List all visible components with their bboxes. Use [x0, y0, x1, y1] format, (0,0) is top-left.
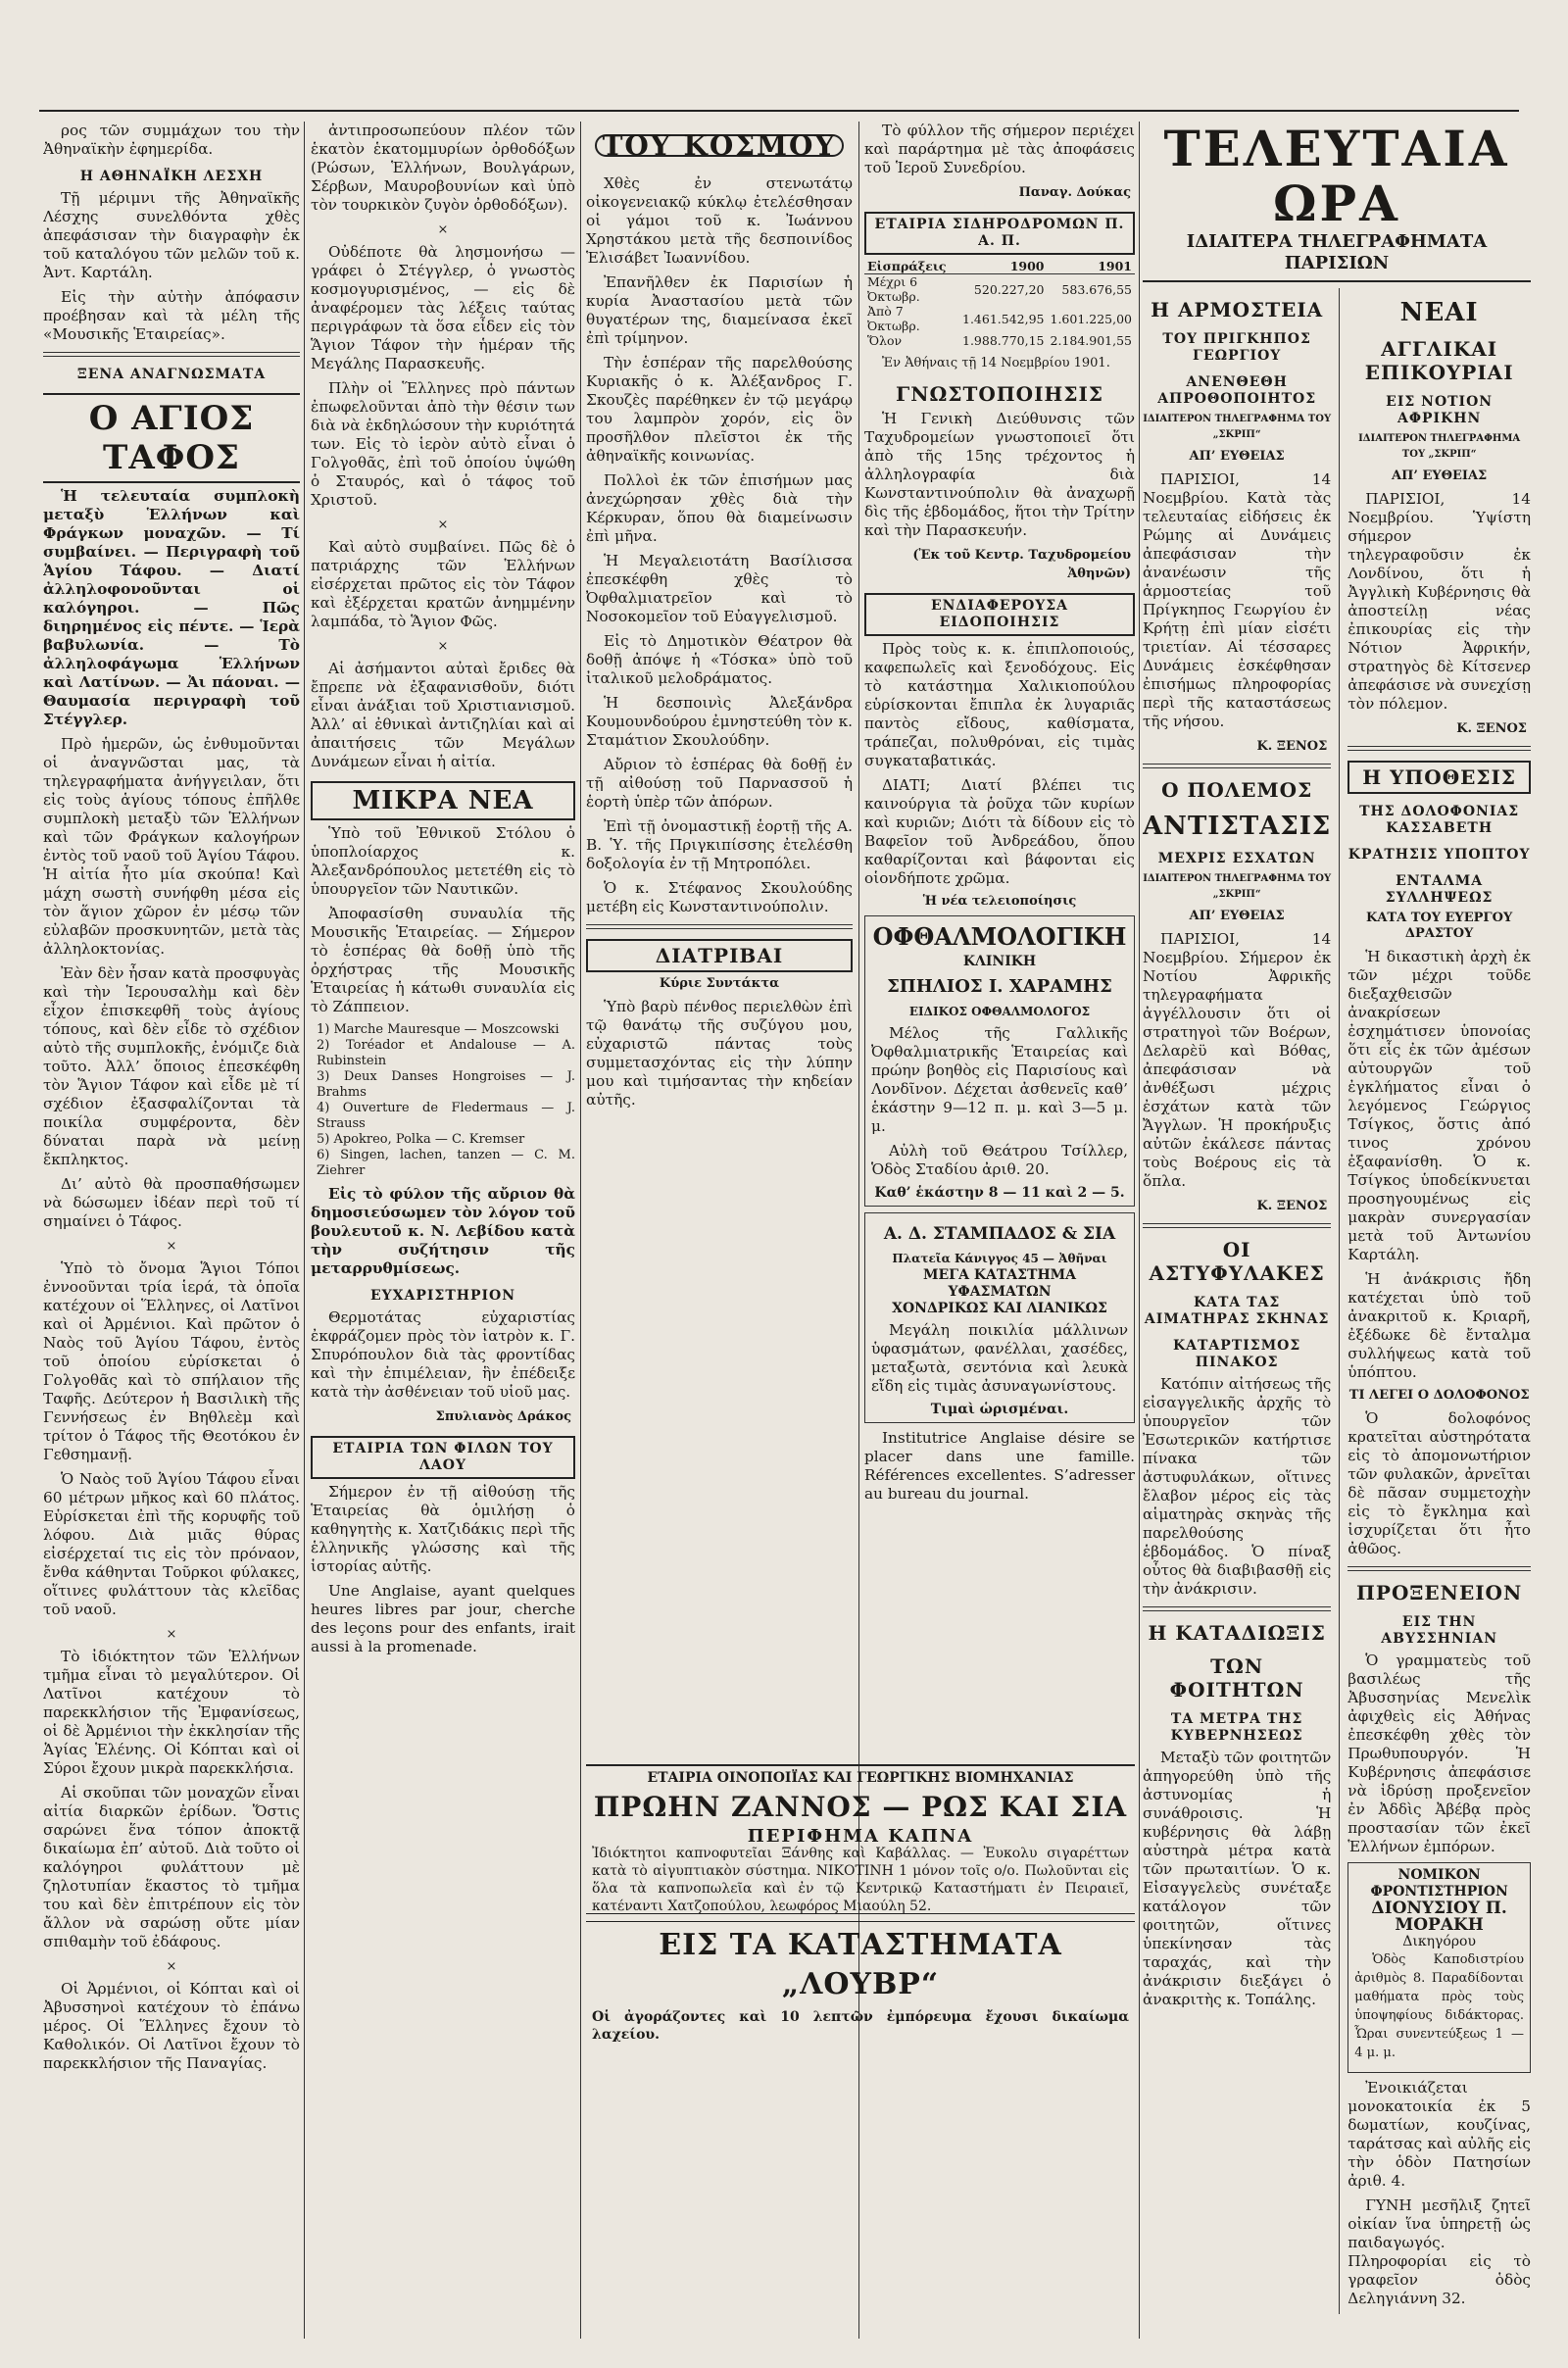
separator-mark: × — [166, 1239, 177, 1254]
ad-line: ΜΕΓΑ ΚΑΤΑΣΤΗΜΑ ΥΦΑΣΜΑΤΩΝ — [922, 1267, 1077, 1300]
section-heading: ΜΙΚΡΑ ΝΕΑ — [311, 781, 575, 820]
telegram-heading: ΑΝΕΝΘΕΘΗ ΑΠΡΟΘΟΠΟΙΗΤΟΣ — [1157, 374, 1317, 407]
paragraph: Αἱ σκοῦπαι τῶν μοναχῶν εἶναι αἰτία διαρκῶν ἐρίδων. Ὅστις σαρώνει ἕνα τόπον ἀποκτᾷ δικαίωμα ἐπ’ αὐτοῦ. Διὰ τοῦτο οἱ καλόγηροι φυλάττουν μὲ ζηλοτυπίαν ἕκαστος τὸ τμῆμα του καὶ δὲν ἐπιτρέπουν εἰς τὸν ἄλλον νὰ σαρώσῃ οὔτε μίαν σπιθαμὴν τοῦ ἐδάφους. — [43, 1784, 300, 1950]
paragraph: Ἡ Γενικὴ Διεύθυνσις τῶν Ταχυδρομείων γνωστοποιεῖ ὅτι ἀπὸ τῆς 15ης τρέχοντος ἡ ἀλληλογραφία διὰ Κωνσταντινούπολιν θὰ ἀναχωρῇ δὶς τῆς ἑβδομάδος, ἥτοι τὴν Τρίτην καὶ τὴν Παρασκευήν. — [864, 410, 1135, 539]
double-rule — [1143, 764, 1331, 768]
telegram-column-right — [1348, 288, 1531, 2314]
telegram-heading: Η ΚΑΤΑΔΙΩΞΙΣ — [1148, 1621, 1326, 1645]
telegram-heading: ΚΡΑΤΗΣΙΣ ΥΠΟΠΤΟΥ — [1348, 847, 1531, 863]
column-1 — [43, 122, 300, 2339]
textile-ad — [864, 1212, 1135, 1423]
separator-mark: × — [166, 1627, 177, 1642]
paragraph: Ὁ γραμματεὺς τοῦ βασιλέως τῆς Ἀβυσσηνίας Μενελὶκ ἀφιχθεὶς εἰς Ἀθήνας ἐπεσκέφθη χθὲς τὸν Πρωθυπουργόν. Ἡ Κυβέρνησις ἀπεφάσισε νὰ ἱδρύσῃ προξενεῖον ἐν Ἀδδὶς Ἀβέβᾳ πρὸς προστασίαν τῶν ἐκεῖ Ἑλλήνων ἐμπόρων. — [1348, 1652, 1531, 1855]
ad-title: ΕΙΣ ΤΑ ΚΑΤΑΣΤΗΜΑΤΑ „ΛΟΥΒΡ“ — [659, 1928, 1062, 2001]
paragraph: Αἱ ἀσήμαντοι αὐταὶ ἔριδες θὰ ἔπρεπε νὰ ἐξαφανισθοῦν, διότι εἶναι ἀνάξιαι τοῦ Χριστιανισμοῦ. Ἀλλ’ αἱ ἐθνικαὶ ἀντιζηλίαι καὶ αἱ ἀπαιτήσεις τῶν Μεγάλων Δυνάμεων εἶναι ἡ αἰτία. — [311, 660, 575, 770]
paragraph: Ἡ ἀνάκρισις ἤδη κατέχεται ὑπὸ τοῦ ἀνακριτοῦ κ. Κριαρῆ, ἐξέδωκε δὲ ἔνταλμα συλλήψεως κατὰ τοῦ ὑπόπτου. — [1348, 1270, 1531, 1381]
paragraph: ΔΙΑΤΙ; Διατί βλέπει τις καινούργια τὰ ῥοῦχα τῶν κυρίων καὶ κυριῶν; Διότι τὰ δίδουν εἰς τὸ Βαφεῖον τοῦ Ἀνδρεάδου, ὅπου καθαρίζονται καὶ βάφονται εἰς οἱονδήποτε χρῶμα. — [864, 776, 1135, 887]
telegram-heading: ΤΟΥ ΠΡΙΓΚΗΠΟΣ ΓΕΩΡΓΙΟΥ — [1162, 331, 1311, 364]
ad-line: ΕΙΔΙΚΟΣ ΟΦΘΑΛΜΟΛΟΓΟΣ — [908, 1005, 1091, 1018]
table-cell: 1.461.542,95 — [962, 311, 1045, 326]
french-ad: Institutrice Anglaise désire se placer dans une famille. Références excellentes. S’adresser au bureau du journal. — [864, 1429, 1135, 1503]
article-summary: Ἡ τελευταία συμπλοκὴ μεταξὺ Ἑλλήνων καὶ Φράγκων μοναχῶν. — Τί συμβαίνει. — Περιγραφὴ τοῦ Ἁγίου Τάφου. — Διατί ἀλληλοφονοῦνται οἱ καλόγηροι. — Πῶς διηρημένος εἰς πέντε. — Ἱερὰ βαβυλωνία. — Τὸ ἀλληλοφάγωμα Ἑλλήνων καὶ Λατίνων. — Ἀι πάοναι. — Θαυμασία περιγραφὴ τοῦ Στέγγλερ. — [43, 487, 300, 728]
column-rule — [1139, 122, 1140, 2339]
table-cell: 520.227,20 — [973, 281, 1045, 297]
double-rule — [586, 924, 853, 929]
signature: Παναγ. Δούκας — [1018, 185, 1131, 200]
paragraph: Ἐν Ἀθήναις τῇ 14 Νοεμβρίου 1901. — [882, 356, 1110, 370]
table-cell: Ἀπὸ 7 Ὀκτωβρ. — [867, 304, 920, 333]
program-item: 5) Apokreo, Polka — C. Kremser — [317, 1132, 525, 1147]
program-item: 6) Singen, lachen, tanzen — C. M. Ziehrer — [317, 1148, 575, 1178]
section-subheading: ΤΙ ΛΕΓΕΙ Ο ΔΟΛΟΦΟΝΟΣ — [1348, 1388, 1530, 1403]
table-row — [864, 333, 1135, 348]
banner-title: ΤΟΥ ΚΟΣΜΟΥ — [595, 134, 845, 157]
table-header-row — [864, 259, 1135, 274]
signature: Σπυλιανὸς Δράκος — [435, 1409, 571, 1424]
article-title: Ο ΑΓΙΟΣ ΤΑΦΟΣ — [43, 393, 300, 483]
double-rule — [1143, 1606, 1331, 1611]
paragraph: Ὑπὸ βαρὺ πένθος περιελθὼν ἐπὶ τῷ θανάτῳ τῆς συζύγου μου, εὐχαριστῶ πάντας τοὺς συμμετασχόντας εἰς τὴν λύπην μου καὶ τιμήσαντας τὴν κηδείαν αὐτῆς. — [586, 998, 853, 1109]
paragraph: Ἡ Μεγαλειοτάτη Βασίλισσα ἐπεσκέφθη χθὲς τὸ Ὀφθαλμιατρεῖον καὶ τὸ Νοσοκομεῖον τοῦ Εὐαγγελισμοῦ. — [586, 552, 853, 625]
society-banner — [586, 122, 853, 169]
revenue-table — [864, 259, 1135, 348]
table-row — [864, 274, 1135, 305]
paragraph: Ἐνοικιάζεται μονοκατοικία ἐκ 5 δωματίων, κουζίνας, ταράτσας καὶ αὐλῆς εἰς τὴν ὁδὸν Πατησίων ἀριθ. 4. — [1348, 2079, 1531, 2190]
telegram-heading: ΑΝΤΙΣΤΑΣΙΣ — [1143, 812, 1332, 841]
telegram-columns — [1143, 288, 1531, 2314]
last-hour-subtitle: ΙΔΙΑΙΤΕΡΑ ΤΗΛΕΓΡΑΦΗΜΑΤΑ ΠΑΡΙΣΙΩΝ — [1143, 231, 1531, 282]
paragraph: Κατόπιν αἰτήσεως τῆς εἰσαγγελικῆς ἀρχῆς τὸ ὑπουργεῖον τῶν Ἐσωτερικῶν κατήρτισε πίνακα τῶν ἀστυφυλάκων, οἵτινες ἔλαβον μέρος εἰς τὰς αἱματηρὰς σκηνὰς τῆς παρελθούσης ἑβδομάδος. Ὁ πίναξ οὗτος θὰ διαβιβασθῇ εἰς τὴν ἀνάκρισιν. — [1143, 1375, 1332, 1598]
table-cell: 2.184.901,55 — [1050, 333, 1132, 348]
telegram-source: ΙΔΙΑΙΤΕΡΟΝ ΤΗΛΕΓΡΑΦΗΜΑ ΤΟΥ „ΣΚΡΙΠ“ — [1143, 414, 1332, 440]
paragraph: Ὁ Ναὸς τοῦ Ἁγίου Τάφου εἶναι 60 μέτρων μῆκος καὶ 60 πλάτος. Εὑρίσκεται ἐπὶ τῆς κορυφῆς τοῦ λόφου. Διὰ μιᾶς θύρας εἰσέρχεταί τις εἰς τὸν πρόναον, ἔνθα κάθηνται Τοῦρκοι φύλακες, οἵτινες φυλάττουν τὰς κλεῖδας τοῦ ναοῦ. — [43, 1470, 300, 1618]
paragraph: Εἰς τὸ Δημοτικὸν Θέατρον θὰ δοθῇ ἀπόψε ἡ «Τόσκα» ὑπὸ τοῦ ἰταλικοῦ μελοδράματος. — [586, 632, 853, 687]
ad-title: ΟΦΘΑΛΜΟΛΟΓΙΚΗ — [872, 922, 1127, 951]
paragraph: Μέλος τῆς Γαλλικῆς Ὀφθαλμιατρικῆς Ἑταιρείας καὶ πρώην βοηθὸς εἰς Παρισίους καὶ Λονδῖνον. Δέχεται ἀσθενεῖς καθ’ ἑκάστην 9—12 π. μ. καὶ 3—5 μ. μ. — [871, 1024, 1128, 1135]
telegram-heading: Η ΑΡΜΟΣΤΕΙΑ — [1151, 298, 1324, 321]
paragraph: Εἰς τὸ φύλον τῆς αὔριον θὰ δημοσιεύσωμεν τὸν λόγον τοῦ βουλευτοῦ κ. Ν. Λεβίδου κατὰ τὴν συζήτησιν τῆς μεταρρυθμίσεως. — [311, 1185, 575, 1277]
ad-line: ΔΙΟΝΥΣΙΟΥ Π. ΜΟΡΑΚΗ — [1371, 1899, 1507, 1935]
paragraph: ἀντιπροσωπεύουν πλέον τῶν ἑκατὸν ἑκατομμυρίων ὀρθοδόξων (Ρώσων, Ἑλλήνων, Βουλγάρων, Σέρβων, Μαυροβουνίων καὶ ὑπὸ τὸν τουρκικὸν ζυγὸν ὀρθοδόξων). — [311, 122, 575, 214]
column-2 — [311, 122, 575, 2339]
section-heading: Η ΑΘΗΝΑΪΚΗ ΛΕΣΧΗ — [79, 169, 264, 184]
paragraph: Πρὸς τοὺς κ. κ. ἐπιπλοποιούς, καφεπωλεῖς καὶ ξενοδόχους. Εἰς τὸ κατάστημα Χαλικιοπούλου εὑρίσκονται ἔπιπλα ἐκ λυγαριᾶς παντὸς εἴδους, καθίσματα, τράπεζαι, πολυθρόναι, εἰς τιμὰς συγκαταβατικάς. — [864, 640, 1135, 769]
tobacco-ad — [586, 1764, 1135, 1914]
concert-program — [317, 1022, 575, 1179]
paragraph: Οἱ Ἀρμένιοι, οἱ Κόπται καὶ οἱ Ἀβυσσηνοὶ κατέχουν τὸ ἐπάνω μέρος. Οἱ Ἕλληνες ἔχουν τὸ Καθολικόν. Οἱ Λατῖνοι ἔχουν τὸ παρεκκλήσιον τῆς Παναγίας. — [43, 1980, 300, 2072]
paragraph: Αὐλὴ τοῦ Θεάτρου Τσίλλερ, Ὁδὸς Σταδίου ἀριθ. 20. — [871, 1142, 1128, 1178]
louvre-ad — [586, 1921, 1135, 2043]
program-item: 3) Deux Danses Hongroises — J. Brahms — [317, 1069, 575, 1100]
signature: Κ. ΞΕΝΟΣ — [1256, 739, 1328, 754]
paragraph: Ὁ δολοφόνος κρατεῖται αὐστηρότατα εἰς τὸ ἀπομονωτήριον τῶν φυλακῶν, ἀρνεῖται δὲ πᾶσαν συμμετοχὴν εἰς τὸ ἔγκλημα καὶ ἰσχυρίζεται ὅτι ἦτο ἀθῶος. — [1348, 1409, 1531, 1557]
section-heading: ΕΝΔΙΑΦΕΡΟΥΣΑ ΕΙΔΟΠΟΙΗΣΙΣ — [864, 593, 1135, 636]
ad-body: Ἰδιόκτητοι καπνοφυτεῖαι Ξάνθης καὶ Καβάλλας. — Ἐυκολυ σιγαρέττων κατὰ τὸ αἰγυπτιακὸν σύστημα. ΝΙΚΟΤΙΝΗ 1 μόνον τοῖς ο/ο. Πωλοῦνται εἰς ὅλα τὰ καπνοπωλεῖα καὶ ἐν τῷ Κεντρικῷ Καταστήματι ἐν Πειραιεῖ, κατέναντι Χατζοπούλου, λεωφόρος Μιαούλη 52. — [592, 1846, 1129, 1914]
paragraph: ΠΑΡΙΣΙΟΙ, 14 Νοεμβρίου. Ὑψίστη σήμερον τηλεγραφοῦσιν ἐκ Λονδίνου, ὅτι ἡ Ἀγγλικὴ Κυβέρνησις θὰ ἀποστείλῃ νέας ἐπικουρίας εἰς τὴν Νότιον Ἀφρικήν, στρατηγὸς δὲ Κίτσενερ ἀπεφάσισε νὰ συνεχίσῃ τὸν πόλεμον. — [1348, 490, 1531, 713]
column-rule — [858, 122, 859, 2339]
section-heading: ΔΙΑΤΡΙΒΑΙ — [586, 939, 853, 972]
double-rule — [43, 352, 300, 357]
telegram-source: ΑΠ’ ΕΥΘΕΙΑΣ — [1189, 449, 1285, 464]
paragraph: Πολλοὶ ἐκ τῶν ἐπισήμων μας ἀνεχώρησαν χθὲς διὰ τὴν Κέρκυραν, ὅπου θὰ διαμείνωσιν ἐπὶ μῆνα. — [586, 471, 853, 545]
paragraph: ΠΑΡΙΣΙΟΙ, 14 Νοεμβρίου. Κατὰ τὰς τελευταίας εἰδήσεις ἐκ Ρώμης αἱ Δυνάμεις ἀπεφάσισαν τὴν ἀνανέωσιν τῆς ἁρμοστείας τοῦ Πρίγκηπος Γεωργίου ἐν Κρήτῃ ἐπὶ μίαν εἰσέτι τριετίαν. Αἱ τέσσαρες Δυνάμεις ἐσκέφθησαν ἐπισήμως πληροφορίας περὶ τῆς καταστάσεως τῆς νήσου. — [1143, 470, 1332, 730]
paragraph: Ἐπανῆλθεν ἐκ Παρισίων ἡ κυρία Ἀναστασίου μετὰ τῶν θυγατέρων της, διαμείνασα ἐκεῖ ἐπὶ τρίμηνον. — [586, 273, 853, 347]
section-heading: ΕΤΑΙΡΙΑ ΣΙΔΗΡΟΔΡΟΜΩΝ Π. Α. Π. — [864, 212, 1135, 255]
column-4 — [864, 122, 1135, 1751]
telegram-heading: ΤΗΣ ΔΟΛΟΦΟΝΙΑΣ ΚΑΣΣΑΒΕΤΗ — [1359, 804, 1520, 836]
paragraph: Δι’ αὐτὸ θὰ προσπαθήσωμεν νὰ δώσωμεν ἰδέαν περὶ τοῦ τί σημαίνει ὁ Τάφος. — [43, 1175, 300, 1230]
paragraph: Θερμοτάτας εὐχαριστίας ἐκφράζομεν πρὸς τὸν ἰατρὸν κ. Γ. Σπυρόπουλον διὰ τὰς φροντίδας καὶ τὴν ἐπιμέλειαν, ἣν ἐπέδειξε κατὰ τὴν ἀσθένειαν τοῦ υἱοῦ μας. — [311, 1308, 575, 1401]
section-subheading: Κύριε Συντάκτα — [659, 976, 780, 991]
telegram-source: ΑΠ’ ΕΥΘΕΙΑΣ — [1189, 909, 1285, 923]
telegram-heading: ΟΙ ΑΣΤΥΦΥΛΑΚΕΣ — [1149, 1238, 1325, 1285]
paragraph: Ὁ κ. Στέφανος Σκουλούδης μετέβη εἰς Κωνσταντινούπολιν. — [586, 879, 853, 915]
column-rule — [304, 122, 305, 2339]
telegram-heading: ΤΩΝ ΦΟΙΤΗΤΩΝ — [1169, 1654, 1304, 1702]
clinic-ad — [864, 915, 1135, 1207]
paragraph: Ἐπὶ τῇ ὀνομαστικῇ ἑορτῇ τῆς Α. Β. Ὑ. τῆς Πριγκιπίσσης ἐτελέσθη δοξολογία ἐν τῇ Μητροπόλει. — [586, 817, 853, 872]
program-item: 4) Ouverture de Fledermaus — J. Strauss — [317, 1101, 575, 1131]
separator-mark: × — [437, 518, 449, 532]
paragraph: ΠΑΡΙΣΙΟΙ, 14 Νοεμβρίου. Σήμερον ἐκ Νοτίου Ἀφρικῆς τηλεγραφήματα ἀγγέλλουσιν ὅτι οἱ στρατηγοὶ τῶν Βοέρων, Δελαρὲϋ καὶ Βόθας, ἀπεφάσισαν νὰ ἀνθέξωσι μέχρις ἐσχάτων κατὰ τῶν Ἄγγλων. Ἡ προκήρυξις αὐτῶν ἐκάλεσε πάντας τοὺς Βοέρους εἰς τὰ ὅπλα. — [1143, 930, 1332, 1190]
telegram-heading: ΕΙΣ ΤΗΝ ΑΒΥΣΣΗΝΙΑΝ — [1381, 1614, 1497, 1647]
paragraph: Τὸ φύλλον τῆς σήμερον περιέχει καὶ παράρτημα μὲ τὰς ἀποφάσεις τοῦ Ἱεροῦ Συνεδρίου. — [864, 122, 1135, 176]
ad-line: Πλατεῖα Κάνιγγος 45 — Ἀθῆναι — [892, 1252, 1107, 1265]
double-rule — [1348, 746, 1531, 751]
telegram-heading: ΝΕΑΙ — [1399, 298, 1479, 327]
telegram-heading: ΜΕΧΡΙΣ ΕΣΧΑΤΩΝ — [1157, 851, 1316, 866]
separator-mark: × — [437, 222, 449, 237]
page-top-rule — [39, 110, 1519, 112]
paragraph: Πλὴν οἱ Ἕλληνες πρὸ πάντων ἐπωφελοῦνται ἀπὸ τὴν θέσιν των διὰ νὰ ἐκδηλώσουν τὴν κυριότητά των. Εἰς τὸ ἱερὸν αὐτὸ εἶναι ὁ Γολγοθᾶς, ἐπὶ τοῦ ὁποίου ὑψώθη ὁ Σταυρός, καὶ ὁ τάφος τοῦ Χριστοῦ. — [311, 379, 575, 509]
paragraph: Ὑπὸ τοῦ Ἐθνικοῦ Στόλου ὁ ὑποπλοίαρχος κ. Ἀλεξανδρόπουλος μετετέθη εἰς τὸ ὑπουργεῖον τῶν Ναυτικῶν. — [311, 824, 575, 898]
section-heading: ΕΤΑΙΡΙΑ ΤΩΝ ΦΙΛΩΝ ΤΟΥ ΛΑΟΥ — [311, 1436, 575, 1479]
telegram-heading: Η ΥΠΟΘΕΣΙΣ — [1348, 761, 1531, 794]
section-heading: ΕΥΧΑΡΙΣΤΗΡΙΟΝ — [369, 1288, 516, 1304]
paragraph: Ἐὰν δὲν ἦσαν κατὰ προσφυγὰς καὶ τὴν Ἱερουσαλὴμ καὶ δὲν εἶχον ἐπισκεφθῆ τοὺς ἁγίους τόπους, καὶ δὲν εἶδε τὸ σχέδιον αὐτὸ τῆς συμπλοκῆς, ἐνόμιζε διὰ τοῦτο. Ἀλλ’ ὅποιος ἐπεσκέφθη τὸν Ἅγιον Τάφον καὶ εἶδε μὲ τί σχέδιον ἐξασφαλίζονται τὰ ποικίλα συμφέροντα, δὲν δύναται παρὰ νὰ μείνῃ ἔκπληκτος. — [43, 964, 300, 1168]
paragraph: Τῇ μέριμνι τῆς Ἀθηναϊκῆς Λέσχης συνελθόντα χθὲς ἀπεφάσισαν τὴν διαγραφὴν ἐκ τοῦ καταλόγου τῶν μελῶν τοῦ κ. Ἀντ. Καρτάλη. — [43, 189, 300, 281]
double-rule — [1348, 1566, 1531, 1571]
telegram-source: ΚΑΤΑ ΤΟΥ ΕΥΕΡΓΟΥ ΔΡΑΣΤΟΥ — [1366, 911, 1513, 941]
program-item: 2) Toréador et Andalouse — A. Rubinstein — [317, 1038, 575, 1068]
law-office-ad — [1348, 1862, 1531, 2073]
column-5 — [1143, 122, 1531, 2339]
ad-line: Τιμαὶ ὡρισμέναι. — [930, 1402, 1069, 1417]
paragraph: Οὐδέποτε θὰ λησμονήσω — γράφει ὁ Στέγγλερ, ὁ γνωστὸς κοσμογυρισμένος, — εἰς δὲ ἀναφέρομεν τὰς λέξεις ταύτας περιγράφων τὰ ὅσα εἶδεν εἰς τὸν Ἅγιον Τάφον τὴν ἡμέραν τῆς Μεγάλης Παρασκευῆς. — [311, 243, 575, 372]
table-header: 1901 — [1048, 259, 1136, 274]
paragraph: Πρὸ ἡμερῶν, ὡς ἐνθυμοῦνται οἱ ἀναγνῶσται μας, τὰ τηλεγραφήματα ἀνήγγειλαν, ὅτι εἰς τοὺς ἁγίους τόπους ἐπῆλθε συμπλοκὴ μεταξὺ τῶν Ἑλλήνων καὶ τῶν Φράγκων καλογήρων ἐντὸς τοῦ ναοῦ τοῦ Ἁγίου Τάφου. Ἡ αἰτία ἦτο μία σκούπα! Καὶ μάχη σωστὴ συνήφθη μέσα εἰς τὸν ἅγιον χῶρον ἐν μέσῳ τῶν εὐλαβῶν προσκυνητῶν, μετὰ τὰς ἀλληλοκτονίας. — [43, 735, 300, 958]
paragraph: Τὴν ἑσπέραν τῆς παρελθούσης Κυριακῆς ὁ κ. Ἀλέξανδρος Γ. Σκουζὲς παρέθηκεν ἐν τῷ μεγάρῳ του λαμπρὸν χορόν, εἰς ὃν προσῆλθον πλεῖστοι ἐκ τῆς ἀθηναϊκῆς κοινωνίας. — [586, 354, 853, 465]
telegram-source: ΙΔΙΑΙΤΕΡΟΝ ΤΗΛΕΓΡΑΦΗΜΑ ΤΟΥ „ΣΚΡΙΠ“ — [1143, 873, 1332, 900]
paragraph: Ὑπὸ τὸ ὄνομα Ἅγιοι Τόποι ἐννοοῦνται τρία ἱερά, τὰ ὁποῖα κατέχουν οἱ Ἕλληνες, οἱ Λατῖνοι καὶ οἱ Ἀρμένιοι. Καὶ πρῶτον ὁ Ναὸς τοῦ Ἁγίου Τάφου, ἐντὸς τοῦ ὁποίου εὑρίσκεται ὁ Γολγοθᾶς καὶ τὸ σπήλαιον τῆς Ταφῆς. Δεύτερον ἡ Βασιλικὴ τῆς Γεννήσεως ἐν Βηθλεὲμ καὶ τρίτον ὁ Τάφος τῆς Θεοτόκου ἐν Γεθσημανῇ. — [43, 1259, 300, 1463]
section-heading: ΓΝΩΣΤΟΠΟΙΗΣΙΣ — [896, 382, 1103, 406]
telegram-source: ΙΔΙΑΙΤΕΡΟΝ ΤΗΛΕΓΡΑΦΗΜΑ ΤΟΥ „ΣΚΡΙΠ“ — [1358, 433, 1521, 460]
paragraph: Σήμερον ἐν τῇ αἰθούσῃ τῆς Ἑταιρείας θὰ ὁμιλήσῃ ὁ καθηγητὴς κ. Χατζιδάκις περὶ τῆς ἑλληνικῆς γλώσσης καὶ τῆς ἱστορίας αὐτῆς. — [311, 1483, 575, 1575]
ad-line: ΕΤΑΙΡΙΑ ΟΙΝΟΠΟΙΪΑΣ ΚΑΙ ΓΕΩΡΓΙΚΗΣ ΒΙΟΜΗΧΑΝΙΑΣ — [647, 1770, 1074, 1786]
telegram-heading: Ο ΠΟΛΕΜΟΣ — [1161, 778, 1313, 802]
table-cell: Ὅλον — [867, 333, 903, 348]
table-cell: 1.601.225,00 — [1050, 311, 1132, 326]
paragraph: Εἰς τὴν αὐτὴν ἀπόφασιν προέβησαν καὶ τὰ μέλη τῆς «Μουσικῆς Ἑταιρείας». — [43, 288, 300, 343]
paragraph: Καὶ αὐτὸ συμβαίνει. Πῶς δὲ ὁ πατριάρχης τῶν Ἑλλήνων εἰσέρχεται πρῶτος εἰς τὸν Τάφον καὶ ἐξέρχεται κρατῶν ἀνημμένην λαμπάδα, τὸ Ἅγιον Φῶς. — [311, 538, 575, 630]
paragraph: Μεταξὺ τῶν φοιτητῶν ἀπηγορεύθη ὑπὸ τῆς ἀστυνομίας ἡ συνάθροισις. Ἡ κυβέρνησις θὰ λάβῃ αὐστηρὰ μέτρα κατὰ τῶν πρωταιτίων. Ὁ κ. Εἰσαγγελεὺς συνέταξε κατάλογον τῶν φοιτητῶν, οἵτινες ὑπεκίνησαν τὰς ταραχάς, καὶ τὴν ἀνάκρισιν διεξάγει ὁ ἀνακριτὴς κ. Τοπάλης. — [1143, 1749, 1332, 2008]
table-cell: 1.988.770,15 — [962, 333, 1045, 348]
separator-mark: × — [166, 1959, 177, 1974]
ad-line: ΠΕΡΙΦΗΜΑ ΚΑΠΝΑ — [747, 1826, 974, 1847]
telegram-heading: ΕΝΤΑΛΜΑ ΣΥΛΛΗΨΕΩΣ — [1385, 873, 1494, 906]
french-ad: Une Anglaise, ayant quelques heures libres par jour, cherche des leçons pour des enfants, irait aussi à la promenade. — [311, 1582, 575, 1655]
table-cell: Μέχρι 6 Ὀκτωβρ. — [867, 274, 920, 304]
intro-text: ρος τῶν συμμάχων του τὴν Ἀθηναϊκὴν ἐφημερίδα. — [43, 122, 300, 158]
telegram-heading: ΚΑΤΑΡΤΙΣΜΟΣ ΠΙΝΑΚΟΣ — [1172, 1338, 1301, 1370]
signature: Κ. ΞΕΝΟΣ — [1456, 721, 1527, 736]
paragraph: Μεγάλη ποικιλία μάλλινων ὑφασμάτων, φανέλλαι, χασέδες, μεταξωτὰ, σεντόνια καὶ λευκὰ εἴδη εἰς τιμὰς ἀσυναγωνίστους. — [871, 1321, 1128, 1395]
signature: Κ. ΞΕΝΟΣ — [1256, 1199, 1328, 1213]
column-rule — [580, 122, 581, 2339]
paragraph: Ἡ δεσποινὶς Ἀλεξάνδρα Κουμουνδούρου ἐμνηστεύθη τὸν κ. Σταμάτιον Σκουλούδην. — [586, 694, 853, 749]
ad-title: ΣΠΗΛΙΟΣ Ι. ΧΑΡΑΜΗΣ — [887, 976, 1112, 997]
table-cell: 583.676,55 — [1061, 281, 1132, 297]
table-row — [864, 304, 1135, 333]
program-item: 1) Marche Mauresque — Moszcowski — [317, 1022, 560, 1037]
paragraph: Αὔριον τὸ ἑσπέρας θὰ δοθῇ ἐν τῇ αἰθούσῃ τοῦ Παρνασσοῦ ἡ ἑορτὴ ὑπὲρ τῶν ἀπόρων. — [586, 756, 853, 811]
telegram-heading: ΕΙΣ ΝΟΤΙΟΝ ΑΦΡΙΚΗΝ — [1386, 394, 1494, 426]
telegram-heading: ΑΓΓΛΙΚΑΙ ΕΠΙΚΟΥΡΙΑΙ — [1364, 337, 1514, 384]
paragraph: Ἀποφασίσθη συναυλία τῆς Μουσικῆς Ἑταιρείας. — Σήμερον τὸ ἑσπέρας θὰ δοθῇ ὑπὸ τῆς ὀρχήστρας τῆς Μουσικῆς Ἑταιρείας ἡ κάτωθι συναυλία εἰς τὸ Ζάππειον. — [311, 905, 575, 1015]
telegram-column-left — [1143, 288, 1340, 2314]
ad-title: ΠΡΩΗΝ ΖΑΝΝΟΣ — ΡΩΣ ΚΑΙ ΣΙΑ — [593, 1791, 1128, 1823]
telegram-heading: ΚΑΤΑ ΤΑΣ ΑΙΜΑΤΗΡΑΣ ΣΚΗΝΑΣ — [1144, 1295, 1330, 1327]
ad-title: Α. Δ. ΣΤΑΜΠΑΔΟΣ & ΣΙΑ — [883, 1224, 1116, 1244]
double-rule — [1143, 1223, 1331, 1228]
column-3 — [586, 122, 853, 1751]
paragraph: ΓΥΝΗ μεσῆλιξ ζητεῖ οἰκίαν ἵνα ὑπηρετῇ ὡς παιδαγωγός. Πληροφορίαι εἰς τὸ γραφεῖον ὁδὸς Δεληγιάννη 32. — [1348, 2196, 1531, 2307]
paragraph: Ἡ δικαστικὴ ἀρχὴ ἐκ τῶν μέχρι τοῦδε διεξαχθεισῶν ἀνακρίσεων ἐσχημάτισεν ὑπονοίας ὅτι εἷς ἐκ τῶν ἀμέσων αὐτουργῶν τοῦ ἐγκλήματος εἶναι ὁ λεγόμενος Γεώργιος Τσίγκος, ὅστις ἀπό τινος χρόνου ἐξαφανίσθη. Ὁ κ. Τσίγκος ὑποδείκνυεται προσηγουμένως εἰς μακρὰν συνεργασίαν μετὰ τοῦ Ἀντωνίου Καρτάλη. — [1348, 948, 1531, 1263]
telegram-heading: ΠΡΟΞΕΝΕΙΟΝ — [1356, 1581, 1523, 1604]
paragraph: Τὸ ἰδιόκτητον τῶν Ἑλλήνων τμῆμα εἶναι τὸ μεγαλύτερον. Οἱ Λατῖνοι κατέχουν τὸ παρεκκλήσιον τῆς Ἐμφανίσεως, οἱ δὲ Ἀρμένιοι τὴν ἐκκλησίαν τῆς Ἁγίας Ἑλένης. Οἱ Κόπται καὶ οἱ Σύροι ἔχουν μικρὰ παρεκκλήσια. — [43, 1648, 300, 1777]
ad-line: ΝΟΜΙΚΟΝ ΦΡΟΝΤΙΣΤΗΡΙΟΝ — [1370, 1867, 1508, 1899]
paragraph: Ὁδὸς Καποδιστρίου ἀριθμὸς 8. Παραδίδονται μαθήματα πρὸς τοὺς ὑποψηφίους διδάκτορας. Ὧραι συνεντεύξεως 1 — 4 μ. μ. — [1354, 1952, 1524, 2060]
last-hour-title: ΤΕΛΕΥΤΑΙΑ ΩΡΑ — [1163, 122, 1510, 232]
ad-line: ΚΛΙΝΙΚΗ — [962, 954, 1037, 969]
ad-line: Δικηγόρου — [1402, 1934, 1476, 1949]
telegram-heading: ΤΑ ΜΕΤΡΑ ΤΗΣ ΚΥΒΕΡΝΗΣΕΩΣ — [1170, 1711, 1303, 1744]
ad-line: ΧΟΝΔΡΙΚΩΣ ΚΑΙ ΛΙΑΝΙΚΩΣ — [892, 1301, 1107, 1316]
telegram-source: ΑΠ’ ΕΥΘΕΙΑΣ — [1392, 469, 1488, 483]
table-header: Εἰσπράξεις — [864, 259, 959, 274]
separator-mark: × — [437, 639, 449, 654]
ad-kicker: Ἡ νέα τελειοποίησις — [922, 894, 1077, 909]
ad-body: Οἱ ἀγοράζοντες καὶ 10 λεπτῶν ἐμπόρευμα ἔχουσι δικαίωμα λαχείου. — [592, 2009, 1129, 2043]
signature: (Ἐκ τοῦ Κεντρ. Ταχυδρομείου Ἀθηνῶν) — [912, 548, 1131, 581]
section-heading: ΞΕΝΑ ΑΝΑΓΝΩΣΜΑΤΑ — [76, 367, 267, 382]
ad-line: Καθ’ ἑκάστην 8 — 11 καὶ 2 — 5. — [874, 1185, 1125, 1201]
table-header: 1900 — [959, 259, 1048, 274]
paragraph: Χθὲς ἐν στενωτάτῳ οἰκογενειακῷ κύκλῳ ἐτελέσθησαν οἱ γάμοι τοῦ κ. Ἰωάννου Χρηστάκου μετὰ τῆς δεσποινίδος Ἑλισάβετ Ἰωαννίδου. — [586, 174, 853, 267]
